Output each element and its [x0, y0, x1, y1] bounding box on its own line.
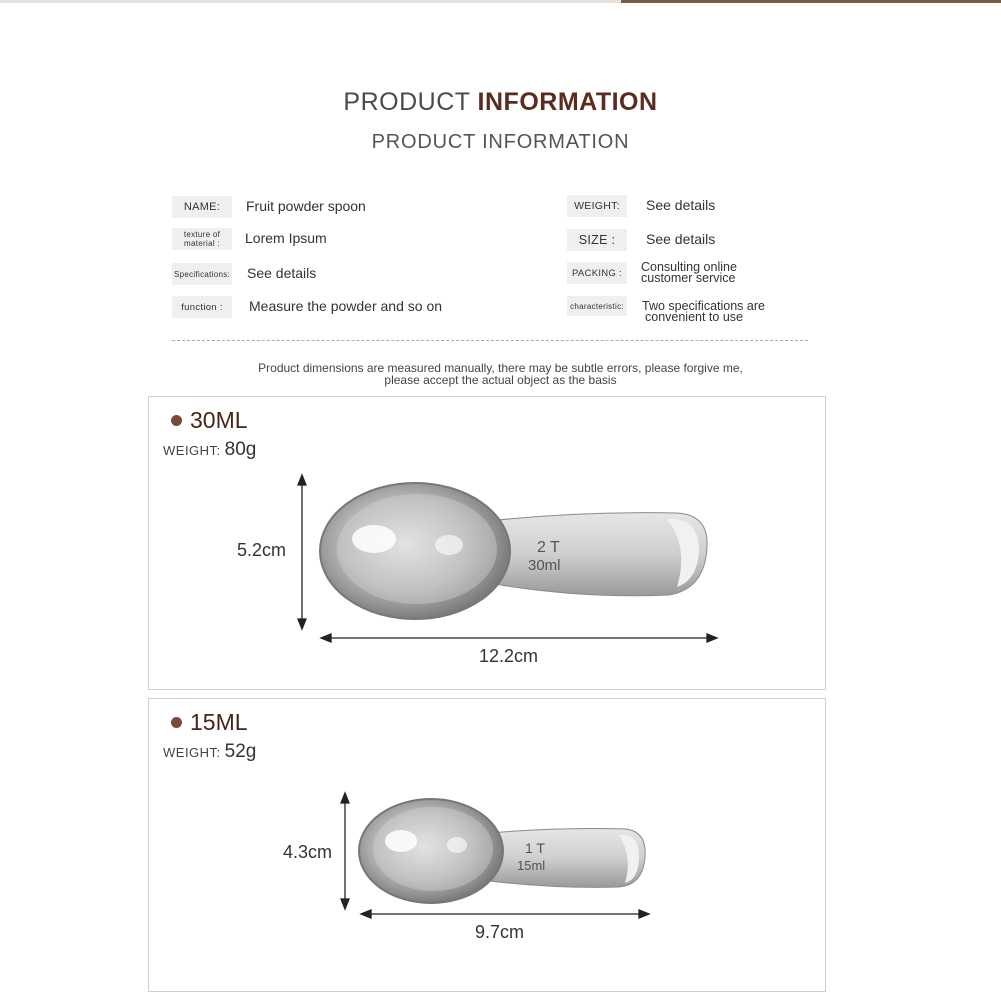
info-value-line2: customer service — [641, 271, 736, 285]
weight-value: 80g — [224, 439, 257, 460]
title-bold: INFORMATION — [477, 88, 658, 116]
info-label: NAME: — [172, 196, 232, 218]
info-value: Fruit powder spoon — [246, 198, 366, 214]
info-row-weight — [567, 195, 807, 221]
info-row-name — [172, 196, 492, 222]
info-value: See details — [247, 265, 317, 281]
weight-label: WEIGHT: — [163, 745, 221, 760]
info-row-material — [172, 228, 492, 254]
info-value-line1: Consulting online — [641, 260, 737, 274]
info-row-specifications — [172, 263, 492, 289]
top-border-accent — [621, 0, 1001, 3]
spoon-15ml — [359, 799, 645, 903]
page-subtitle: PRODUCT INFORMATION — [371, 131, 630, 153]
product-panel-30ml — [148, 396, 826, 690]
product-panel-15ml — [148, 698, 826, 992]
length-dimension-arrow — [321, 634, 717, 642]
info-value-line1: Two specifications are — [642, 299, 765, 313]
info-row-packing — [567, 262, 807, 288]
page-title — [0, 88, 1001, 117]
info-label: SIZE : — [567, 229, 627, 251]
measurement-note — [0, 362, 1001, 386]
info-row-size — [567, 229, 807, 255]
height-label: 5.2cm — [237, 540, 287, 560]
info-value — [642, 301, 765, 323]
height-label: 4.3cm — [283, 842, 333, 862]
info-label: characteristic: — [567, 296, 627, 316]
top-border — [0, 0, 1001, 3]
info-value-line2: convenient to use — [645, 310, 743, 324]
weight-value: 52g — [224, 741, 257, 762]
engraving-line2: 30ml — [528, 557, 561, 574]
spoon-15ml-illustration — [149, 699, 825, 991]
engraving-line1: 1 T — [525, 840, 545, 856]
spoon-30ml — [320, 483, 707, 619]
info-row-function — [172, 296, 492, 322]
capacity-label: 30ML — [190, 407, 248, 433]
info-value: Lorem Ipsum — [245, 230, 327, 246]
info-value: See details — [646, 231, 716, 247]
info-value: Measure the powder and so on — [249, 298, 443, 314]
title-light: PRODUCT — [343, 88, 471, 116]
length-label: 12.2cm — [479, 646, 539, 666]
info-row-characteristic — [567, 296, 807, 322]
length-label: 9.7cm — [475, 922, 525, 942]
length-dimension-arrow — [361, 910, 649, 918]
note-line1: Product dimensions are measured manually, there may be subtle errors, please forgive me, — [258, 361, 743, 375]
info-label — [172, 228, 232, 250]
info-label-line1: texture of — [183, 230, 221, 239]
info-label: PACKING : — [567, 262, 627, 284]
engraving-line2: 15ml — [517, 858, 546, 873]
info-label: WEIGHT: — [567, 195, 627, 217]
info-label-line2: material : — [184, 239, 220, 248]
capacity-label: 15ML — [190, 709, 248, 735]
info-label: function : — [172, 296, 232, 318]
section-divider — [172, 340, 808, 341]
engraving-line1: 2 T — [537, 539, 560, 556]
note-line2: please accept the actual object as the basis — [384, 373, 617, 387]
weight-label: WEIGHT: — [163, 443, 221, 458]
info-label: Specifications: — [172, 263, 232, 285]
info-value — [641, 262, 737, 284]
height-dimension-arrow — [341, 793, 349, 909]
height-dimension-arrow — [298, 475, 306, 629]
info-value: See details — [646, 197, 716, 213]
